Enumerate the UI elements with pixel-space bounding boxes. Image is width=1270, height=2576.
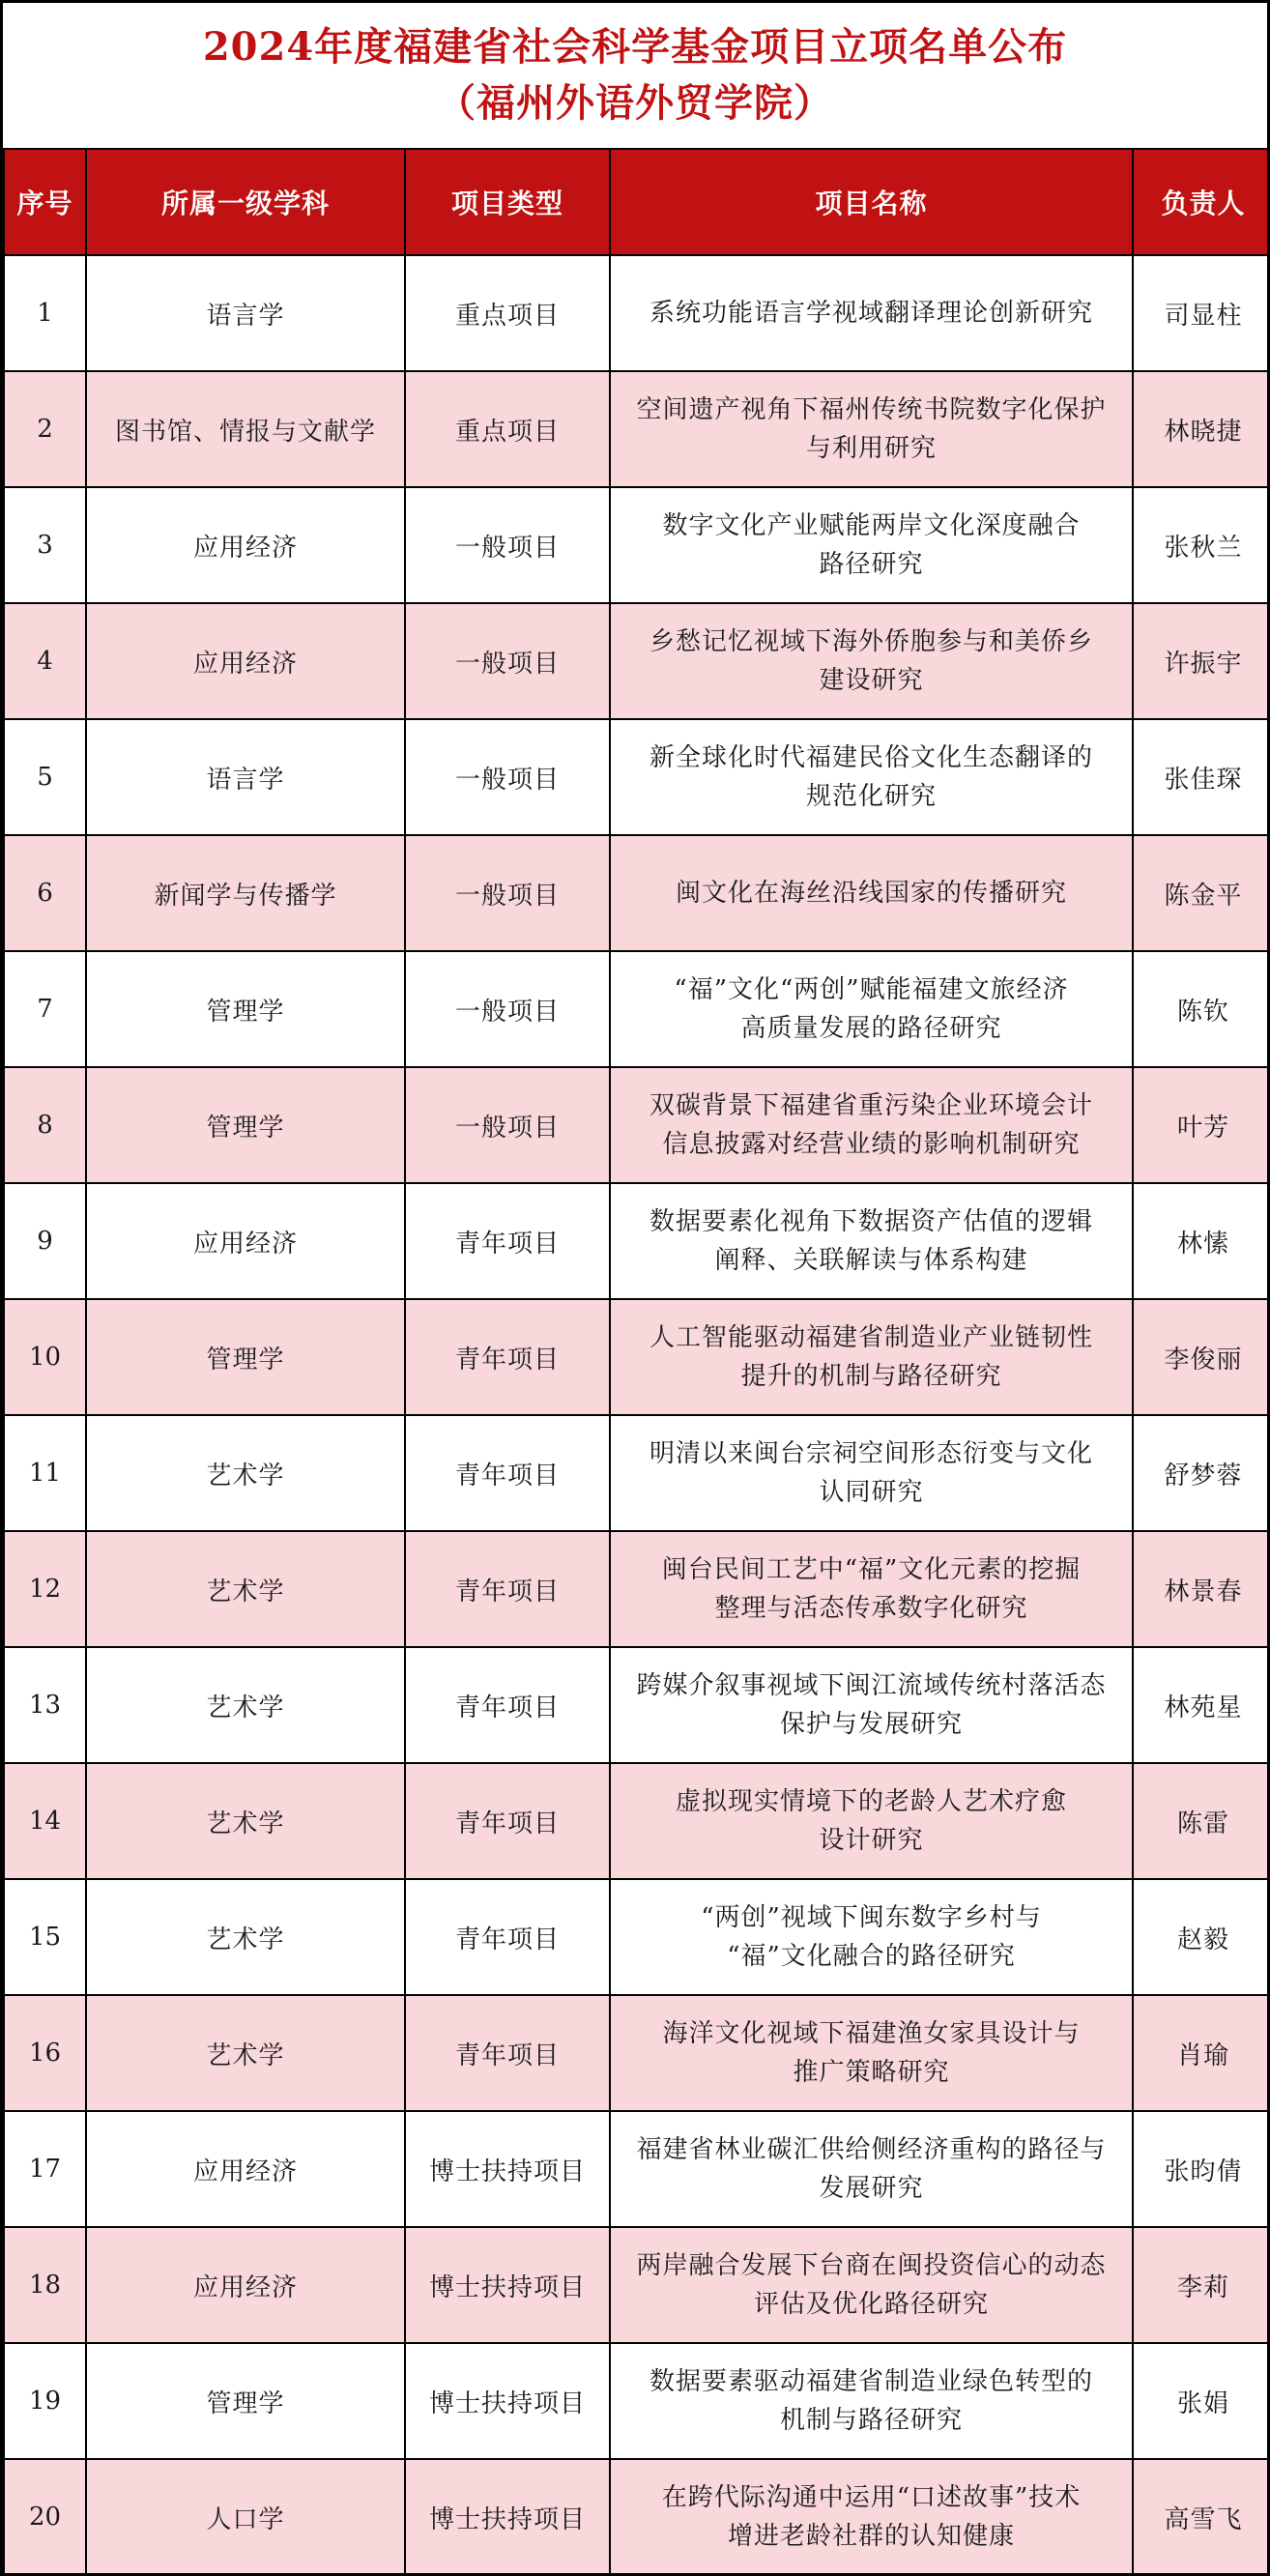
- projects-table: [3, 148, 1270, 2576]
- cell-discipline: 应用经济: [86, 487, 405, 603]
- cell-project-name: 乡愁记忆视域下海外侨胞参与和美侨乡 建设研究: [610, 603, 1133, 719]
- cell-index: 10: [4, 1299, 86, 1415]
- table-row: [4, 1415, 1270, 1531]
- cell-project-name: 福建省林业碳汇供给侧经济重构的路径与 发展研究: [610, 2111, 1133, 2227]
- cell-index: 16: [4, 1995, 86, 2111]
- cell-discipline: 艺术学: [86, 1763, 405, 1879]
- cell-project-name: 数据要素化视角下数据资产估值的逻辑 阐释、关联解读与体系构建: [610, 1183, 1133, 1299]
- table-row: [4, 255, 1270, 371]
- cell-index: 20: [4, 2459, 86, 2575]
- cell-type: 青年项目: [405, 1995, 610, 2111]
- cell-project-name: “福”文化“两创”赋能福建文旅经济 高质量发展的路径研究: [610, 951, 1133, 1067]
- cell-leader: 叶芳: [1133, 1067, 1270, 1183]
- header-cell-discipline: 所属一级学科: [86, 149, 405, 255]
- cell-type: 博士扶持项目: [405, 2459, 610, 2575]
- table-row: [4, 371, 1270, 487]
- cell-index: 15: [4, 1879, 86, 1995]
- cell-type: 青年项目: [405, 1531, 610, 1647]
- cell-discipline: 艺术学: [86, 1995, 405, 2111]
- cell-project-name: 闽文化在海丝沿线国家的传播研究: [610, 835, 1133, 951]
- cell-type: 一般项目: [405, 719, 610, 835]
- cell-discipline: 语言学: [86, 719, 405, 835]
- cell-project-name: 在跨代际沟通中运用“口述故事”技术 增进老龄社群的认知健康: [610, 2459, 1133, 2575]
- cell-project-name: 新全球化时代福建民俗文化生态翻译的 规范化研究: [610, 719, 1133, 835]
- cell-project-name: 两岸融合发展下台商在闽投资信心的动态 评估及优化路径研究: [610, 2227, 1133, 2343]
- table-row: [4, 2343, 1270, 2459]
- cell-leader: 李俊丽: [1133, 1299, 1270, 1415]
- cell-project-name: 人工智能驱动福建省制造业产业链韧性 提升的机制与路径研究: [610, 1299, 1133, 1415]
- cell-index: 12: [4, 1531, 86, 1647]
- cell-project-name: 系统功能语言学视域翻译理论创新研究: [610, 255, 1133, 371]
- page-title: [3, 3, 1267, 148]
- cell-index: 11: [4, 1415, 86, 1531]
- header-cell-type: 项目类型: [405, 149, 610, 255]
- cell-index: 19: [4, 2343, 86, 2459]
- cell-type: 博士扶持项目: [405, 2227, 610, 2343]
- cell-leader: 林晓捷: [1133, 371, 1270, 487]
- cell-leader: 陈金平: [1133, 835, 1270, 951]
- cell-type: 一般项目: [405, 835, 610, 951]
- table-row: [4, 603, 1270, 719]
- cell-type: 青年项目: [405, 1763, 610, 1879]
- cell-index: 3: [4, 487, 86, 603]
- page-title-line-1: 2024年度福建省社会科学基金项目立项名单公布: [202, 24, 1068, 70]
- table-row: [4, 719, 1270, 835]
- cell-index: 14: [4, 1763, 86, 1879]
- header-cell-leader: 负责人: [1133, 149, 1270, 255]
- cell-leader: 陈钦: [1133, 951, 1270, 1067]
- cell-discipline: 管理学: [86, 2343, 405, 2459]
- cell-leader: 张佳琛: [1133, 719, 1270, 835]
- cell-index: 8: [4, 1067, 86, 1183]
- cell-leader: 高雪飞: [1133, 2459, 1270, 2575]
- cell-leader: 张秋兰: [1133, 487, 1270, 603]
- cell-index: 17: [4, 2111, 86, 2227]
- cell-type: 重点项目: [405, 255, 610, 371]
- table-row: [4, 1995, 1270, 2111]
- cell-type: 一般项目: [405, 951, 610, 1067]
- cell-type: 一般项目: [405, 1067, 610, 1183]
- page-title-line-2: （福州外语外贸学院）: [437, 80, 833, 126]
- cell-leader: 张昀倩: [1133, 2111, 1270, 2227]
- cell-type: 青年项目: [405, 1415, 610, 1531]
- cell-type: 青年项目: [405, 1647, 610, 1763]
- cell-leader: 肖瑜: [1133, 1995, 1270, 2111]
- cell-type: 博士扶持项目: [405, 2111, 610, 2227]
- cell-leader: 舒梦蓉: [1133, 1415, 1270, 1531]
- cell-leader: 司显柱: [1133, 255, 1270, 371]
- table-row: [4, 1647, 1270, 1763]
- table-row: [4, 1067, 1270, 1183]
- cell-type: 博士扶持项目: [405, 2343, 610, 2459]
- cell-leader: 赵毅: [1133, 1879, 1270, 1995]
- table-row: [4, 1183, 1270, 1299]
- cell-discipline: 艺术学: [86, 1531, 405, 1647]
- cell-index: 18: [4, 2227, 86, 2343]
- cell-discipline: 艺术学: [86, 1879, 405, 1995]
- cell-index: 9: [4, 1183, 86, 1299]
- table-row: [4, 835, 1270, 951]
- table-row: [4, 1879, 1270, 1995]
- cell-index: 4: [4, 603, 86, 719]
- cell-project-name: 数字文化产业赋能两岸文化深度融合 路径研究: [610, 487, 1133, 603]
- cell-project-name: “两创”视域下闽东数字乡村与 “福”文化融合的路径研究: [610, 1879, 1133, 1995]
- cell-type: 青年项目: [405, 1183, 610, 1299]
- cell-discipline: 人口学: [86, 2459, 405, 2575]
- cell-leader: 陈雷: [1133, 1763, 1270, 1879]
- cell-type: 青年项目: [405, 1299, 610, 1415]
- cell-type: 一般项目: [405, 603, 610, 719]
- table-row: [4, 1299, 1270, 1415]
- cell-discipline: 艺术学: [86, 1415, 405, 1531]
- table-row: [4, 1763, 1270, 1879]
- cell-discipline: 语言学: [86, 255, 405, 371]
- cell-leader: 林苑星: [1133, 1647, 1270, 1763]
- cell-project-name: 跨媒介叙事视域下闽江流域传统村落活态 保护与发展研究: [610, 1647, 1133, 1763]
- cell-index: 6: [4, 835, 86, 951]
- cell-type: 青年项目: [405, 1879, 610, 1995]
- table-row: [4, 1531, 1270, 1647]
- table-row: [4, 2459, 1270, 2575]
- header-cell-index: 序号: [4, 149, 86, 255]
- table-row: [4, 2111, 1270, 2227]
- cell-index: 1: [4, 255, 86, 371]
- cell-project-name: 明清以来闽台宗祠空间形态衍变与文化 认同研究: [610, 1415, 1133, 1531]
- cell-type: 重点项目: [405, 371, 610, 487]
- cell-index: 5: [4, 719, 86, 835]
- cell-discipline: 图书馆、情报与文献学: [86, 371, 405, 487]
- cell-leader: 张娟: [1133, 2343, 1270, 2459]
- cell-discipline: 艺术学: [86, 1647, 405, 1763]
- table-header-row: [4, 149, 1270, 255]
- cell-index: 7: [4, 951, 86, 1067]
- cell-discipline: 管理学: [86, 951, 405, 1067]
- cell-leader: 林愫: [1133, 1183, 1270, 1299]
- header-cell-name: 项目名称: [610, 149, 1133, 255]
- cell-leader: 林景春: [1133, 1531, 1270, 1647]
- cell-project-name: 虚拟现实情境下的老龄人艺术疗愈 设计研究: [610, 1763, 1133, 1879]
- cell-project-name: 海洋文化视域下福建渔女家具设计与 推广策略研究: [610, 1995, 1133, 2111]
- cell-discipline: 应用经济: [86, 2111, 405, 2227]
- table-row: [4, 487, 1270, 603]
- cell-type: 一般项目: [405, 487, 610, 603]
- cell-project-name: 闽台民间工艺中“福”文化元素的挖掘 整理与活态传承数字化研究: [610, 1531, 1133, 1647]
- cell-project-name: 空间遗产视角下福州传统书院数字化保护 与利用研究: [610, 371, 1133, 487]
- cell-discipline: 新闻学与传播学: [86, 835, 405, 951]
- cell-discipline: 管理学: [86, 1067, 405, 1183]
- cell-leader: 李莉: [1133, 2227, 1270, 2343]
- cell-index: 2: [4, 371, 86, 487]
- cell-project-name: 双碳背景下福建省重污染企业环境会计 信息披露对经营业绩的影响机制研究: [610, 1067, 1133, 1183]
- cell-leader: 许振宇: [1133, 603, 1270, 719]
- cell-index: 13: [4, 1647, 86, 1763]
- table-row: [4, 951, 1270, 1067]
- cell-discipline: 应用经济: [86, 2227, 405, 2343]
- cell-discipline: 应用经济: [86, 1183, 405, 1299]
- table-row: [4, 2227, 1270, 2343]
- cell-discipline: 管理学: [86, 1299, 405, 1415]
- cell-discipline: 应用经济: [86, 603, 405, 719]
- cell-project-name: 数据要素驱动福建省制造业绿色转型的 机制与路径研究: [610, 2343, 1133, 2459]
